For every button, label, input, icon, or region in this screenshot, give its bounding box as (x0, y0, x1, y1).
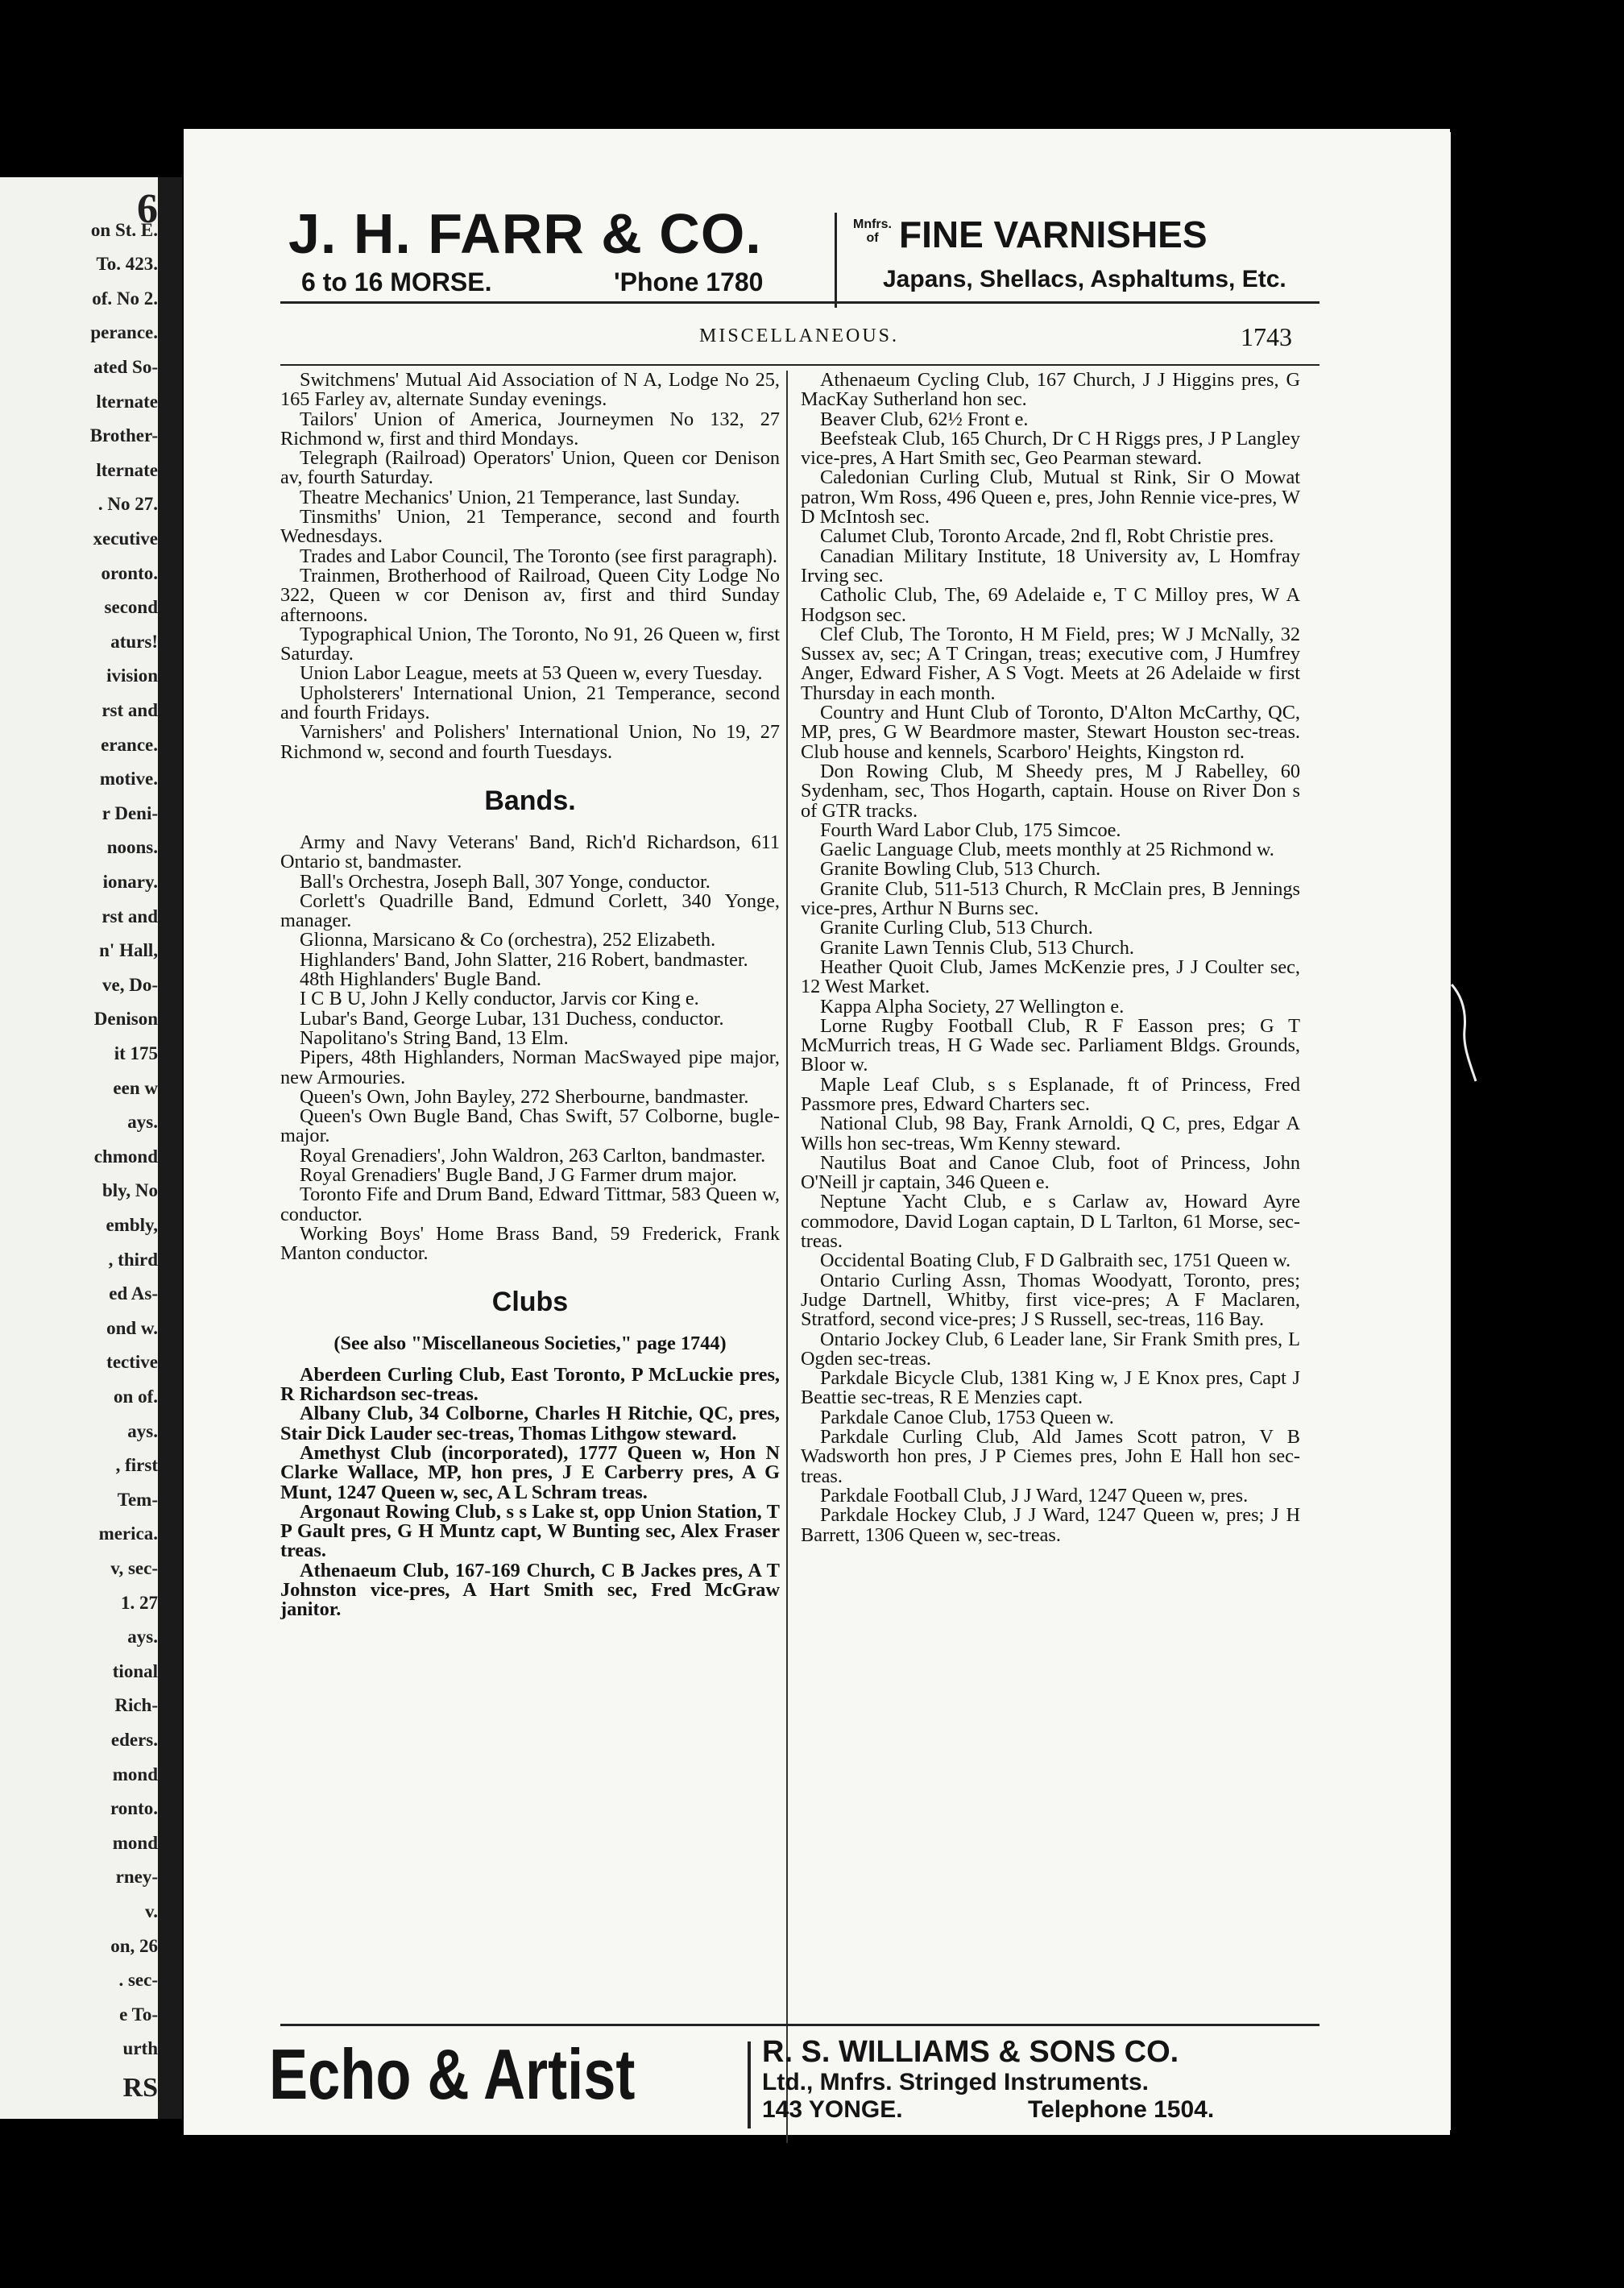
club-entry: Granite Club, 511-513 Church, R McClain pres, B Jennings vice-pres, Arthur N Burns sec. (801, 877, 1300, 920)
facing-page-line: oronto. (101, 562, 158, 583)
facing-page-line: urth (122, 2038, 158, 2059)
facing-page-line: ronto. (110, 1798, 158, 1819)
club-entry: Parkdale Curling Club, Ald James Scott patron, V B Wadsworth hon pres, J P Ciemes pres, John E Hall hon sec-treas. (801, 1426, 1300, 1487)
facing-page-line: ays. (127, 1420, 158, 1441)
facing-page-line: Denison (93, 1009, 158, 1030)
facing-page-line: n' Hall, (99, 940, 158, 961)
facing-page-line: of. No 2. (92, 288, 158, 309)
williams-phone: Telephone 1504. (1028, 2096, 1215, 2123)
section-title: MISCELLANEOUS. (699, 325, 900, 346)
directory-entry: Switchmens' Mutual Aid Association of N A, Lodge No 25, 165 Farley av, alternate Sunday evenings. (280, 369, 780, 411)
club-entry: Amethyst Club (incorporated), 1777 Queen w, Hon N Clarke Wallace, MP, hon pres, J E Carberry pres, A G Munt, 1247 Queen w, sec, A L Schram treas. (280, 1441, 780, 1503)
facing-page-line: 1. 27 (121, 1592, 158, 1613)
club-entry: Catholic Club, The, 69 Adelaide e, T C Milloy pres, W A Hodgson sec. (801, 584, 1300, 626)
club-entry: National Club, 98 Bay, Frank Arnoldi, Q C, pres, Edgar A Wills hon sec-treas, Wm Kenny steward. (801, 1113, 1300, 1154)
facing-page-line: eders. (110, 1730, 158, 1750)
mnfrs-line-2: of (866, 231, 879, 245)
facing-page-line: on, 26 (110, 1935, 158, 1956)
facing-page-line: een w (113, 1077, 158, 1098)
club-entry: Neptune Yacht Club, e s Carlaw av, Howard Ayre commodore, David Logan captain, D L Tarlton, 61 Morse, sec-treas. (801, 1191, 1300, 1253)
facing-page-line: merica. (98, 1523, 158, 1544)
facing-page-line: , third (108, 1249, 158, 1270)
williams-company: R. S. WILLIAMS & SONS CO. (762, 2035, 1179, 2069)
facing-page-line: xecutive (93, 528, 158, 549)
facing-page-line: it 175 (114, 1043, 158, 1063)
club-entry: Albany Club, 34 Colborne, Charles H Ritchie, QC, pres, Stair Dick Lauder sec-treas, Thomas Lithgow steward. (280, 1403, 780, 1445)
right-column (801, 371, 1300, 1545)
farr-address: 6 to 16 MORSE. (301, 267, 492, 296)
facing-page-line: e To- (119, 2004, 158, 2025)
paper-scratch-mark (1448, 981, 1481, 1086)
ad-divider (835, 213, 837, 308)
facing-page-line: lternate (96, 459, 158, 480)
club-entry: Ontario Curling Assn, Thomas Woodyatt, Toronto, pres; Judge Dartnell, Whitby, first vice-pres; A F Maclaren, Stratford, second vice-pres; J S Russell, sec-treas, 116 Bay. (801, 1269, 1300, 1331)
band-entry: Queen's Own Bugle Band, Chas Swift, 57 Colborne, bugle-major. (280, 1105, 780, 1147)
directory-entry: Typographical Union, The Toronto, No 91, 26 Queen w, first Saturday. (280, 623, 780, 665)
facing-page-line: Rich- (114, 1695, 158, 1716)
club-entry: Granite Lawn Tennis Club, 513 Church. (820, 936, 1134, 959)
facing-page-line: ays. (127, 1112, 158, 1133)
club-entry: Don Rowing Club, M Sheedy pres, M J Rabelley, 60 Sydenham, sec, Thos Hogarth, captain. House on River Don s of GTR tracks. (801, 760, 1300, 822)
band-entry: I C B U, John J Kelly conductor, Jarvis cor King e. (300, 988, 699, 1010)
directory-entry: Telegraph (Railroad) Operators' Union, Queen cor Denison av, fourth Saturday. (280, 447, 780, 489)
page-content (264, 129, 1331, 2135)
facing-page-line: RS (122, 2073, 158, 2103)
facing-page-line: ed As- (109, 1283, 158, 1304)
facing-page-line: embly, (106, 1215, 158, 1235)
band-entry: Royal Grenadiers', John Waldron, 263 Carlton, bandmaster. (300, 1144, 766, 1167)
bands-heading: Bands. (484, 785, 576, 816)
williams-products: Ltd., Mnfrs. Stringed Instruments. (762, 2069, 1150, 2095)
club-entry: Athenaeum Club, 167-169 Church, C B Jackes pres, A T Johnston vice-pres, A Hart Smith sec, Fred McGraw janitor. (280, 1559, 780, 1621)
facing-page-line: noons. (106, 837, 158, 858)
farr-phone: 'Phone 1780 (614, 267, 764, 296)
facing-page-line: Tem- (117, 1489, 158, 1510)
facing-page-line: ivision (106, 665, 158, 686)
facing-page-line: To. 423. (96, 254, 158, 275)
facing-page-line: lternate (96, 391, 158, 412)
facing-page-line: ays. (127, 1627, 158, 1648)
facing-page-line: r Deni- (102, 802, 158, 823)
williams-contact (762, 2096, 1342, 2124)
band-entry: Glionna, Marsicano & Co (orchestra), 252 Elizabeth. (300, 929, 716, 951)
directory-entry: Theatre Mechanics' Union, 21 Temperance, last Sunday. (300, 486, 740, 508)
directory-entry: Union Labor League, meets at 53 Queen w, every Tuesday. (300, 662, 763, 685)
band-entry: Queen's Own, John Bayley, 272 Sherbourne, bandmaster. (300, 1085, 749, 1108)
facing-page-line: Brother- (89, 425, 158, 446)
facing-page-line: tective (106, 1352, 158, 1373)
facing-page-line: , first (115, 1455, 158, 1476)
farr-company-name: J. H. FARR & CO. (288, 202, 762, 265)
facing-page-line: v. (145, 1901, 158, 1921)
directory-entry: Tinsmiths' Union, 21 Temperance, second and fourth Wednesdays. (280, 506, 780, 548)
mnfrs-label (851, 218, 894, 245)
band-entry: Royal Grenadiers' Bugle Band, J G Farmer drum major. (300, 1163, 737, 1186)
left-column (280, 371, 780, 1620)
band-entry: Napolitano's String Band, 13 Elm. (300, 1026, 569, 1049)
facing-page-line: perance. (90, 322, 158, 343)
club-entry: Athenaeum Cycling Club, 167 Church, J J Higgins pres, G MacKay Sutherland hon sec. (801, 369, 1300, 411)
facing-page-line: ond w. (106, 1317, 158, 1338)
facing-page-line: chmond (93, 1146, 158, 1167)
club-entry: Beaver Club, 62½ Front e. (820, 408, 1029, 430)
facing-page-line: second (104, 597, 158, 618)
club-entry: Calumet Club, Toronto Arcade, 2nd fl, Robt Christie pres. (820, 525, 1274, 548)
club-entry: Gaelic Language Club, meets monthly at 25 Richmond w. (820, 839, 1274, 861)
facing-page-line: bly, No (102, 1180, 158, 1201)
page-number: 1743 (1241, 322, 1292, 351)
facing-page-line: ated So- (93, 357, 158, 377)
club-entry: Occidental Boating Club, F D Galbraith sec, 1751 Queen w. (820, 1250, 1291, 1272)
club-entry: Fourth Ward Labor Club, 175 Simcoe. (820, 819, 1121, 841)
facing-page-line: 6 (137, 186, 158, 232)
directory-entry: Tailors' Union of America, Journeymen No 132, 27 Richmond w, first and third Mondays. (280, 408, 780, 450)
band-entry: Ball's Orchestra, Joseph Ball, 307 Yonge, conductor. (300, 870, 710, 893)
footer-rule (280, 2024, 1320, 2026)
club-entry: Parkdale Canoe Club, 1753 Queen w. (820, 1406, 1114, 1428)
band-entry: 48th Highlanders' Bugle Band. (300, 968, 541, 991)
club-entry: Argonaut Rowing Club, s s Lake st, opp Union Station, T P Gault pres, G H Muntz capt, W Bunting sec, Alex Fraser treas. (280, 1500, 780, 1562)
facing-page-line: mond (112, 1764, 158, 1784)
club-entry: Canadian Military Institute, 18 University av, L Homfray Irving sec. (801, 545, 1300, 587)
band-entry: Corlett's Quadrille Band, Edmund Corlett, 340 Yonge, manager. (280, 889, 780, 932)
club-entry: Nautilus Boat and Canoe Club, foot of Princess, John O'Neill jr captain, 346 Queen e. (801, 1151, 1300, 1194)
facing-page-line: rney- (115, 1867, 158, 1888)
facing-page-line: erance. (101, 734, 158, 755)
product-name: FINE VARNISHES (899, 213, 1208, 255)
club-entry: Beefsteak Club, 165 Church, Dr C H Riggs pres, J P Langley vice-pres, A Hart Smith sec, Geo Pearman steward. (801, 427, 1300, 470)
club-entry: Ontario Jockey Club, 6 Leader lane, Sir Frank Smith pres, L Ogden sec-treas. (801, 1328, 1300, 1370)
bottom-advertisement (264, 2030, 1331, 2135)
band-entry: Highlanders' Band, John Slatter, 216 Robert, bandmaster. (300, 948, 748, 971)
facing-page-line: on of. (114, 1386, 158, 1407)
running-head-rule (280, 364, 1320, 366)
page-gutter-shadow (158, 177, 182, 2119)
band-entry: Army and Navy Veterans' Band, Rich'd Richardson, 611 Ontario st, bandmaster. (280, 831, 780, 873)
facing-page-line: ve, Do- (102, 974, 158, 995)
facing-page-line: tional (112, 1660, 158, 1681)
facing-page-line: mond (112, 1832, 158, 1853)
club-entry: Clef Club, The Toronto, H M Field, pres; W J McNally, 32 Sussex av, sec; A T Cringan, treas; executive com, J Humfrey Anger, Edward Fisher, A S Vogt. Meets at 26 Adelaide w first Thursday in each month. (801, 623, 1300, 704)
product-list: Japans, Shellacs, Asphaltums, Etc. (883, 266, 1286, 292)
directory-entry: Varnishers' and Polishers' International Union, No 19, 27 Richmond w, second and fourth Tuesdays. (280, 721, 780, 763)
clubs-heading: Clubs (491, 1287, 569, 1318)
facing-page-fragment (0, 177, 182, 2119)
facing-page-line: . No 27. (97, 494, 158, 515)
facing-page-line: . sec- (118, 1970, 158, 1991)
header-rule (280, 301, 1320, 304)
club-entry: Heather Quoit Club, James McKenzie pres, J J Coulter sec, 12 West Market. (801, 955, 1300, 998)
facing-page-line: rst and (102, 906, 158, 926)
williams-address: 143 YONGE. (762, 2096, 903, 2123)
club-entry: Kappa Alpha Society, 27 Wellington e. (820, 995, 1125, 1018)
running-head (264, 322, 1331, 358)
bottom-ad-divider (748, 2041, 751, 2128)
club-entry: Parkdale Hockey Club, J J Ward, 1247 Queen w, pres; J H Barrett, 1306 Queen w, sec-treas. (801, 1504, 1300, 1546)
club-entry: Granite Curling Club, 513 Church. (820, 917, 1093, 939)
band-entry: Working Boys' Home Brass Band, 59 Frederick, Frank Manton conductor. (280, 1222, 780, 1265)
facing-page-line: on St. E. (90, 219, 158, 240)
club-entry: Granite Bowling Club, 513 Church. (820, 858, 1101, 881)
directory-entry: Upholsterers' International Union, 21 Temperance, second and fourth Fridays. (280, 682, 780, 724)
directory-page (184, 129, 1450, 2135)
club-entry: Lorne Rugby Football Club, R F Easson pres; G T McMurrich treas, H G Wade sec. Parliament Bldgs. Grounds, Bloor w. (801, 1014, 1300, 1076)
directory-entry: Trades and Labor Council, The Toronto (see first paragraph). (300, 545, 777, 567)
farr-contact-line (288, 266, 812, 298)
band-entry: Toronto Fife and Drum Band, Edward Tittmar, 583 Queen w, conductor. (280, 1183, 780, 1225)
column-divider (786, 371, 788, 2143)
facing-page-line: rst and (102, 700, 158, 720)
club-entry: Country and Hunt Club of Toronto, D'Alton McCarthy, QC, MP, pres, G W Beardmore master, Stewart Houston sec-treas. Club house and kennels, Scarboro' Heights, Kingston rd. (801, 702, 1300, 763)
facing-page-line: v, sec- (110, 1558, 158, 1578)
facing-page-line: aturs! (110, 631, 158, 652)
band-entry: Pipers, 48th Highlanders, Norman MacSwayed pipe major, new Armouries. (280, 1047, 780, 1088)
club-entry: Parkdale Football Club, J J Ward, 1247 Queen w, pres. (820, 1484, 1249, 1507)
directory-entry: Trainmen, Brotherhood of Railroad, Queen City Lodge No 322, Queen w cor Denison av, first and third Sunday afternoons. (280, 564, 780, 626)
clubs-cross-reference: (See also "Miscellaneous Societies," page 1744) (334, 1333, 727, 1355)
facing-page-line: motive. (99, 769, 158, 790)
club-entry: Aberdeen Curling Club, East Toronto, P McLuckie pres, R Richardson sec-treas. (280, 1363, 780, 1406)
echo-artist-brand: Echo & Artist (269, 2034, 636, 2114)
club-entry: Parkdale Bicycle Club, 1381 King w, J E Knox pres, Capt J Beattie sec-treas, R E Menzies capt. (801, 1367, 1300, 1409)
club-entry: Caledonian Curling Club, Mutual st Rink, Sir O Mowat patron, Wm Ross, 496 Queen e, pres, John Rennie vice-pres, W D McIntosh sec. (801, 466, 1300, 528)
williams-ad (762, 2035, 1342, 2124)
band-entry: Lubar's Band, George Lubar, 131 Duchess, conductor. (300, 1007, 724, 1030)
club-entry: Maple Leaf Club, s s Esplanade, ft of Princess, Fred Passmore pres, Edward Charters sec. (801, 1073, 1300, 1115)
farr-ad (288, 201, 812, 298)
facing-page-line: ionary. (102, 872, 158, 892)
mnfrs-line-1: Mnfrs. (853, 218, 892, 231)
